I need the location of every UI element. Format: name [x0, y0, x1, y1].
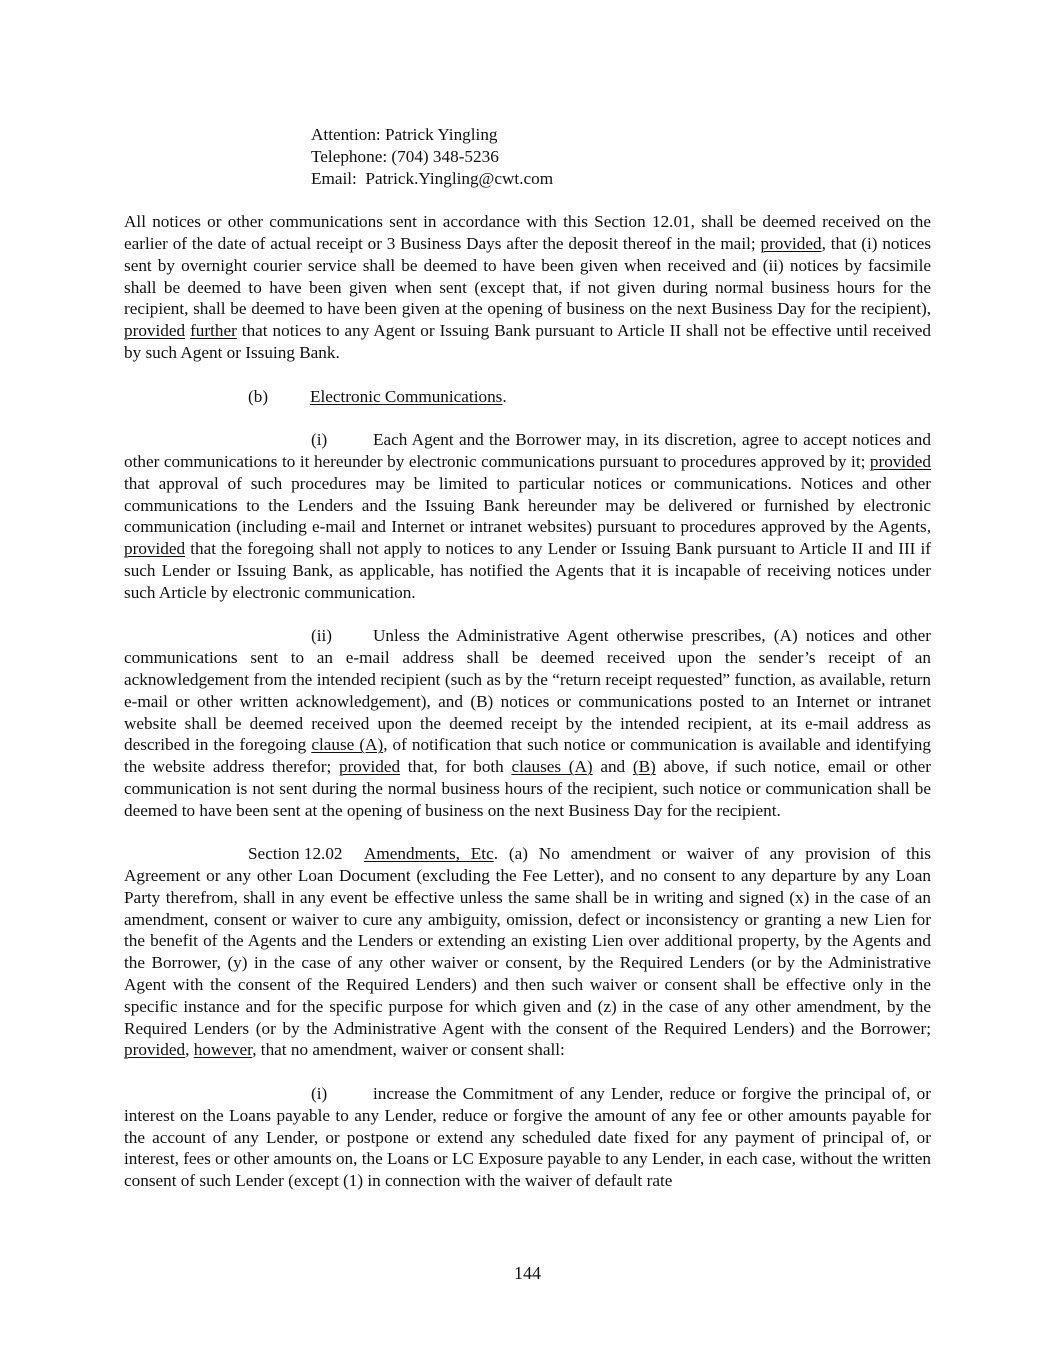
- notices-paragraph: All notices or other communications sent in accordance with this Section 12.01, shall be deemed received on the earlier of the date of actual receipt or 3 Business Days after the deposit thereof in the mail; provided, that (i) notices sent by overnight courier service shall be deemed to have been given when received and (ii) notices by facsimile shall be deemed to have been given when sent (except that, if not given during normal business hours for the recipient, shall be deemed to have been given at the opening of business on the next Business Day for the recipient), provided further that notices to any Agent or Issuing Bank pursuant to Article II shall not be effective until received by such Agent or Issuing Bank.: [124, 212, 932, 362]
- attention-line: Attention: Patrick Yingling: [311, 125, 498, 144]
- telephone-line: Telephone: (704) 348-5236: [311, 146, 499, 166]
- clause-i-paragraph: (i) Each Agent and the Borrower may, in its discretion, agree to accept notices and other communications to it hereunder by electronic communications pursuant to procedures approved by it; provided that approval of such procedures may be limited to particular notices or communications. Notices and other communications to the Lenders and the Issuing Bank hereunder may be delivered or furnished by electronic communication (including e-mail and Internet or intranet websites) pursuant to procedures approved by the Agents, provided that the foregoing shall not apply to notices to any Lender or Issuing Bank pursuant to Article II and III if such Lender or Issuing Bank, as applicable, has notified the Agents that it is incapable of receiving notices under such Article by electronic communication.: [124, 430, 931, 602]
- document-page: [124, 124, 931, 1192]
- page-number: 144: [514, 1263, 541, 1283]
- amendment-clause-i-paragraph: (i) increase the Commitment of any Lender, reduce or forgive the principal of, or interest on the Loans payable to any Lender, reduce or forgive the amount of any fee or other amounts payable for the account of any Lender, or postpone or extend any scheduled date fixed for any payment of principal of, or interest, fees or other amounts on, the Loans or LC Exposure payable to any Lender, in each case, without the written consent of such Lender (except (1) in connection with the waiver of default rate: [124, 1084, 931, 1191]
- subsection-b-heading: (b) Electronic Communications.: [248, 386, 507, 406]
- address-block: [124, 124, 931, 189]
- email-line: Email: Patrick.Yingling@cwt.com: [311, 168, 554, 188]
- section-12-02-paragraph: Section 12.02 Amendments, Etc. (a) No amendment or waiver of any provision of this Agreement or any other Loan Document (excluding the Fee Letter), and no consent to any departure by any Loan Party therefrom, shall in any event be effective unless the same shall be in writing and signed (x) in the case of an amendment, consent or waiver to cure any ambiguity, omission, defect or inconsistency or granting a new Lien for the benefit of the Agents and the Lenders or extending an existing Lien over additional property, by the Agents and the Borrower, (y) in the case of any other waiver or consent, by the Required Lenders (or by the Administrative Agent with the consent of the Required Lenders) and then such waiver or consent shall be effective only in the specific instance and for the specific purpose for which given and (z) in the case of any other amendment, by the Required Lenders (or by the Administrative Agent with the consent of the Required Lenders) and the Borrower; provided, however, that no amendment, waiver or consent shall:: [124, 844, 931, 1060]
- clause-ii-paragraph: (ii) Unless the Administrative Agent otherwise prescribes, (A) notices and other communications sent to an e-mail address shall be deemed received upon the sender’s receipt of an acknowledgement from the intended recipient (such as by the “return receipt requested” function, as available, return e-mail or other written acknowledgement), and (B) notices or communications posted to an Internet or intranet website shall be deemed received upon the deemed receipt by the intended recipient, at its e-mail address as described in the foregoing clause (A), of notification that such notice or communication is available and identifying the website address therefor; provided that, for both clauses (A) and (B) above, if such notice, email or other communication is not sent during the normal business hours of the recipient, such notice or communication shall be deemed to have been sent at the opening of business on the next Business Day for the recipient.: [124, 626, 931, 820]
